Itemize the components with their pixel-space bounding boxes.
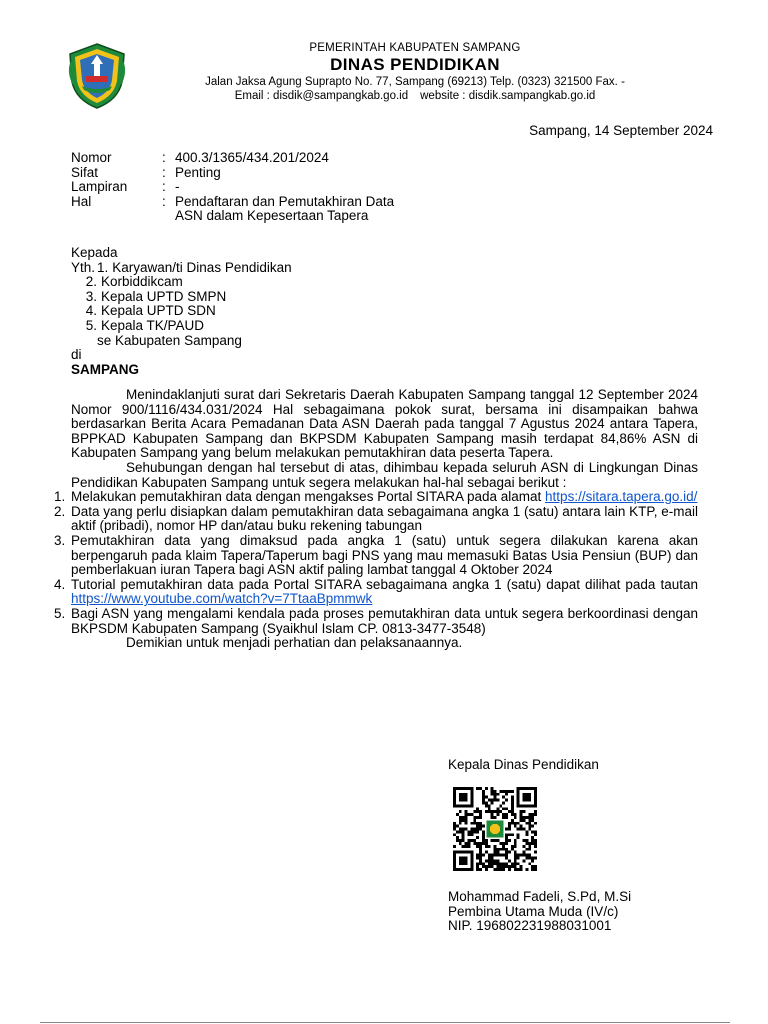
recipient-item [71, 304, 292, 319]
recipient-number: 1. [97, 259, 109, 275]
government-name: PEMERINTAH KABUPATEN SAMPANG [309, 42, 521, 54]
yth-label: Yth. [71, 259, 96, 275]
instruction-item [54, 534, 698, 578]
page-bottom-rule [40, 1022, 730, 1023]
instruction-text: Pemutakhiran data yang dimaksud pada angka 1 (satu) untuk segera dilakukan karena akan berpengaruh pada klaim Tapera/Taperum bagi PNS yang mau memasuki Batas Usia Pensiun (BUP) dan pemberlakuan iuran Tapera bagi ASN aktif paling lambat tanggal 4 Oktober 2024 [71, 532, 698, 578]
meta-row-sifat [71, 166, 405, 181]
instruction-item [54, 490, 698, 505]
letter-date: Sampang, 14 September 2024 [529, 123, 713, 138]
meta-colon: : [162, 150, 166, 165]
closing-sentence: Demikian untuk menjadi perhatian dan pelaksanaannya. [126, 635, 463, 651]
instruction-text: Tutorial pemutakhiran data pada Portal SITARA sebagaimana angka 1 (satu) dapat dilihat pada tautan [71, 576, 698, 592]
instruction-number: 4. [54, 576, 66, 592]
signatory-details [448, 890, 631, 934]
meta-colon: : [162, 179, 166, 195]
meta-value-lampiran: - [175, 179, 180, 195]
signatory-nip: NIP. 196802231988031001 [448, 918, 612, 934]
meta-label: Lampiran [71, 179, 128, 195]
agency-name: DINAS PENDIDIKAN [330, 55, 500, 74]
instruction-number: 1. [54, 489, 66, 505]
body-paragraph-1: Menindaklanjuti surat dari Sekretaris Daerah Kabupaten Sampang tanggal 12 September 2024 Nomor 900/1116/434.031/2024 Hal sebagaimana pokok surat, bersama ini disampaikan bahwa berdasarkan Berita Acara Pemadanan Data ASN Daerah pada tanggal 7 Agustus 2024 antara Tapera, BPPKAD Kabupaten Sampang dan BKPSDM Kabupaten Sampang masih terdapat 84,86% ASN di Kabupaten Sampang yang belum melakukan pemutakhiran data peserta Tapera. [71, 387, 698, 461]
recipient-number: 2. [85, 274, 97, 290]
recipient-item [71, 319, 292, 334]
recipient-text: Korbiddikcam [101, 274, 183, 290]
agency-address: Jalan Jaksa Agung Suprapto No. 77, Sampang (69213) Telp. (0323) 321500 Fax. - [205, 76, 625, 88]
instruction-text: Melakukan pemutakhiran data dengan mengakses Portal SITARA pada alamat [71, 489, 542, 505]
instruction-number: 3. [54, 532, 66, 548]
recipient-item [71, 290, 292, 305]
contact-line [170, 89, 660, 103]
instruction-item [54, 607, 698, 636]
recipient-item [71, 275, 292, 290]
recipient-di: di [71, 347, 82, 363]
instruction-item [54, 578, 698, 607]
signatory-name: Mohammad Fadeli, S.Pd, M.Si [448, 889, 632, 905]
meta-value-sifat: Penting [175, 164, 221, 180]
recipient-text: Karyawan/ti Dinas Pendidikan [112, 259, 292, 275]
letterhead [170, 42, 660, 103]
instruction-number: 5. [54, 605, 66, 621]
letter-metadata [71, 151, 405, 224]
recipient-number: 4. [85, 303, 97, 319]
meta-colon: : [162, 193, 166, 209]
recipient-place: SAMPANG [71, 361, 140, 377]
meta-value-nomor: 400.3/1365/434.201/2024 [175, 150, 329, 165]
sampang-regency-logo [66, 42, 128, 110]
recipient-text: Kepala TK/PAUD [101, 317, 205, 333]
recipient-number: 3. [85, 288, 97, 304]
instruction-text: Bagi ASN yang mengalami kendala pada proses pemutakhiran data untuk segera berkoordinasi dengan BKPSDM Kabupaten Sampang (Syaikhul Islam CP. 0813-3477-3548) [71, 605, 698, 636]
recipient-text: Kepala UPTD SDN [101, 303, 216, 319]
kepada-label: Kepada [71, 245, 118, 260]
recipient-item [71, 261, 292, 276]
signatory-position: Kepala Dinas Pendidikan [448, 757, 599, 772]
letter-body [54, 387, 698, 651]
agency-email: Email : disdik@sampangkab.go.id [234, 90, 409, 102]
instruction-text: Data yang perlu disiapkan dalam pemutakhiran data sebagaimana angka 1 (satu) antara lain KTP, e-mail aktif (pribadi), nomor HP dan/atau buku rekening tabungan [71, 503, 698, 534]
instruction-list [54, 489, 698, 636]
recipient-number: 5. [85, 317, 97, 333]
youtube-tutorial-link[interactable]: https://www.youtube.com/watch?v=7TtaaBpmmwk [71, 591, 373, 607]
recipient-block [71, 246, 292, 377]
instruction-number: 2. [54, 503, 66, 519]
meta-row-hal [71, 195, 405, 224]
signature-block [448, 758, 631, 934]
instruction-item [54, 505, 698, 534]
meta-label: Nomor [71, 150, 112, 165]
body-paragraph-2: Sehubungan dengan hal tersebut di atas, dihimbau kepada seluruh ASN di Lingkungan Dinas Pendidikan Kabupaten Sampang untuk segera melakukan hal-hal sebagai berikut : [71, 459, 698, 490]
recipient-se: se Kabupaten Sampang [97, 332, 242, 348]
recipient-text: Kepala UPTD SMPN [101, 288, 227, 304]
qr-code-signature [453, 787, 537, 871]
signatory-rank: Pembina Utama Muda (IV/c) [448, 903, 619, 919]
meta-row-nomor [71, 151, 405, 166]
meta-colon: : [162, 164, 166, 180]
sitara-link[interactable]: https://sitara.tapera.go.id/ [545, 489, 698, 505]
meta-row-lampiran [71, 180, 405, 195]
meta-label: Hal [71, 193, 92, 209]
agency-website: website : disdik.sampangkab.go.id [420, 90, 596, 102]
meta-value-hal: Pendaftaran dan Pemutakhiran Data ASN dalam Kepesertaan Tapera [175, 193, 395, 224]
meta-label: Sifat [71, 164, 99, 180]
